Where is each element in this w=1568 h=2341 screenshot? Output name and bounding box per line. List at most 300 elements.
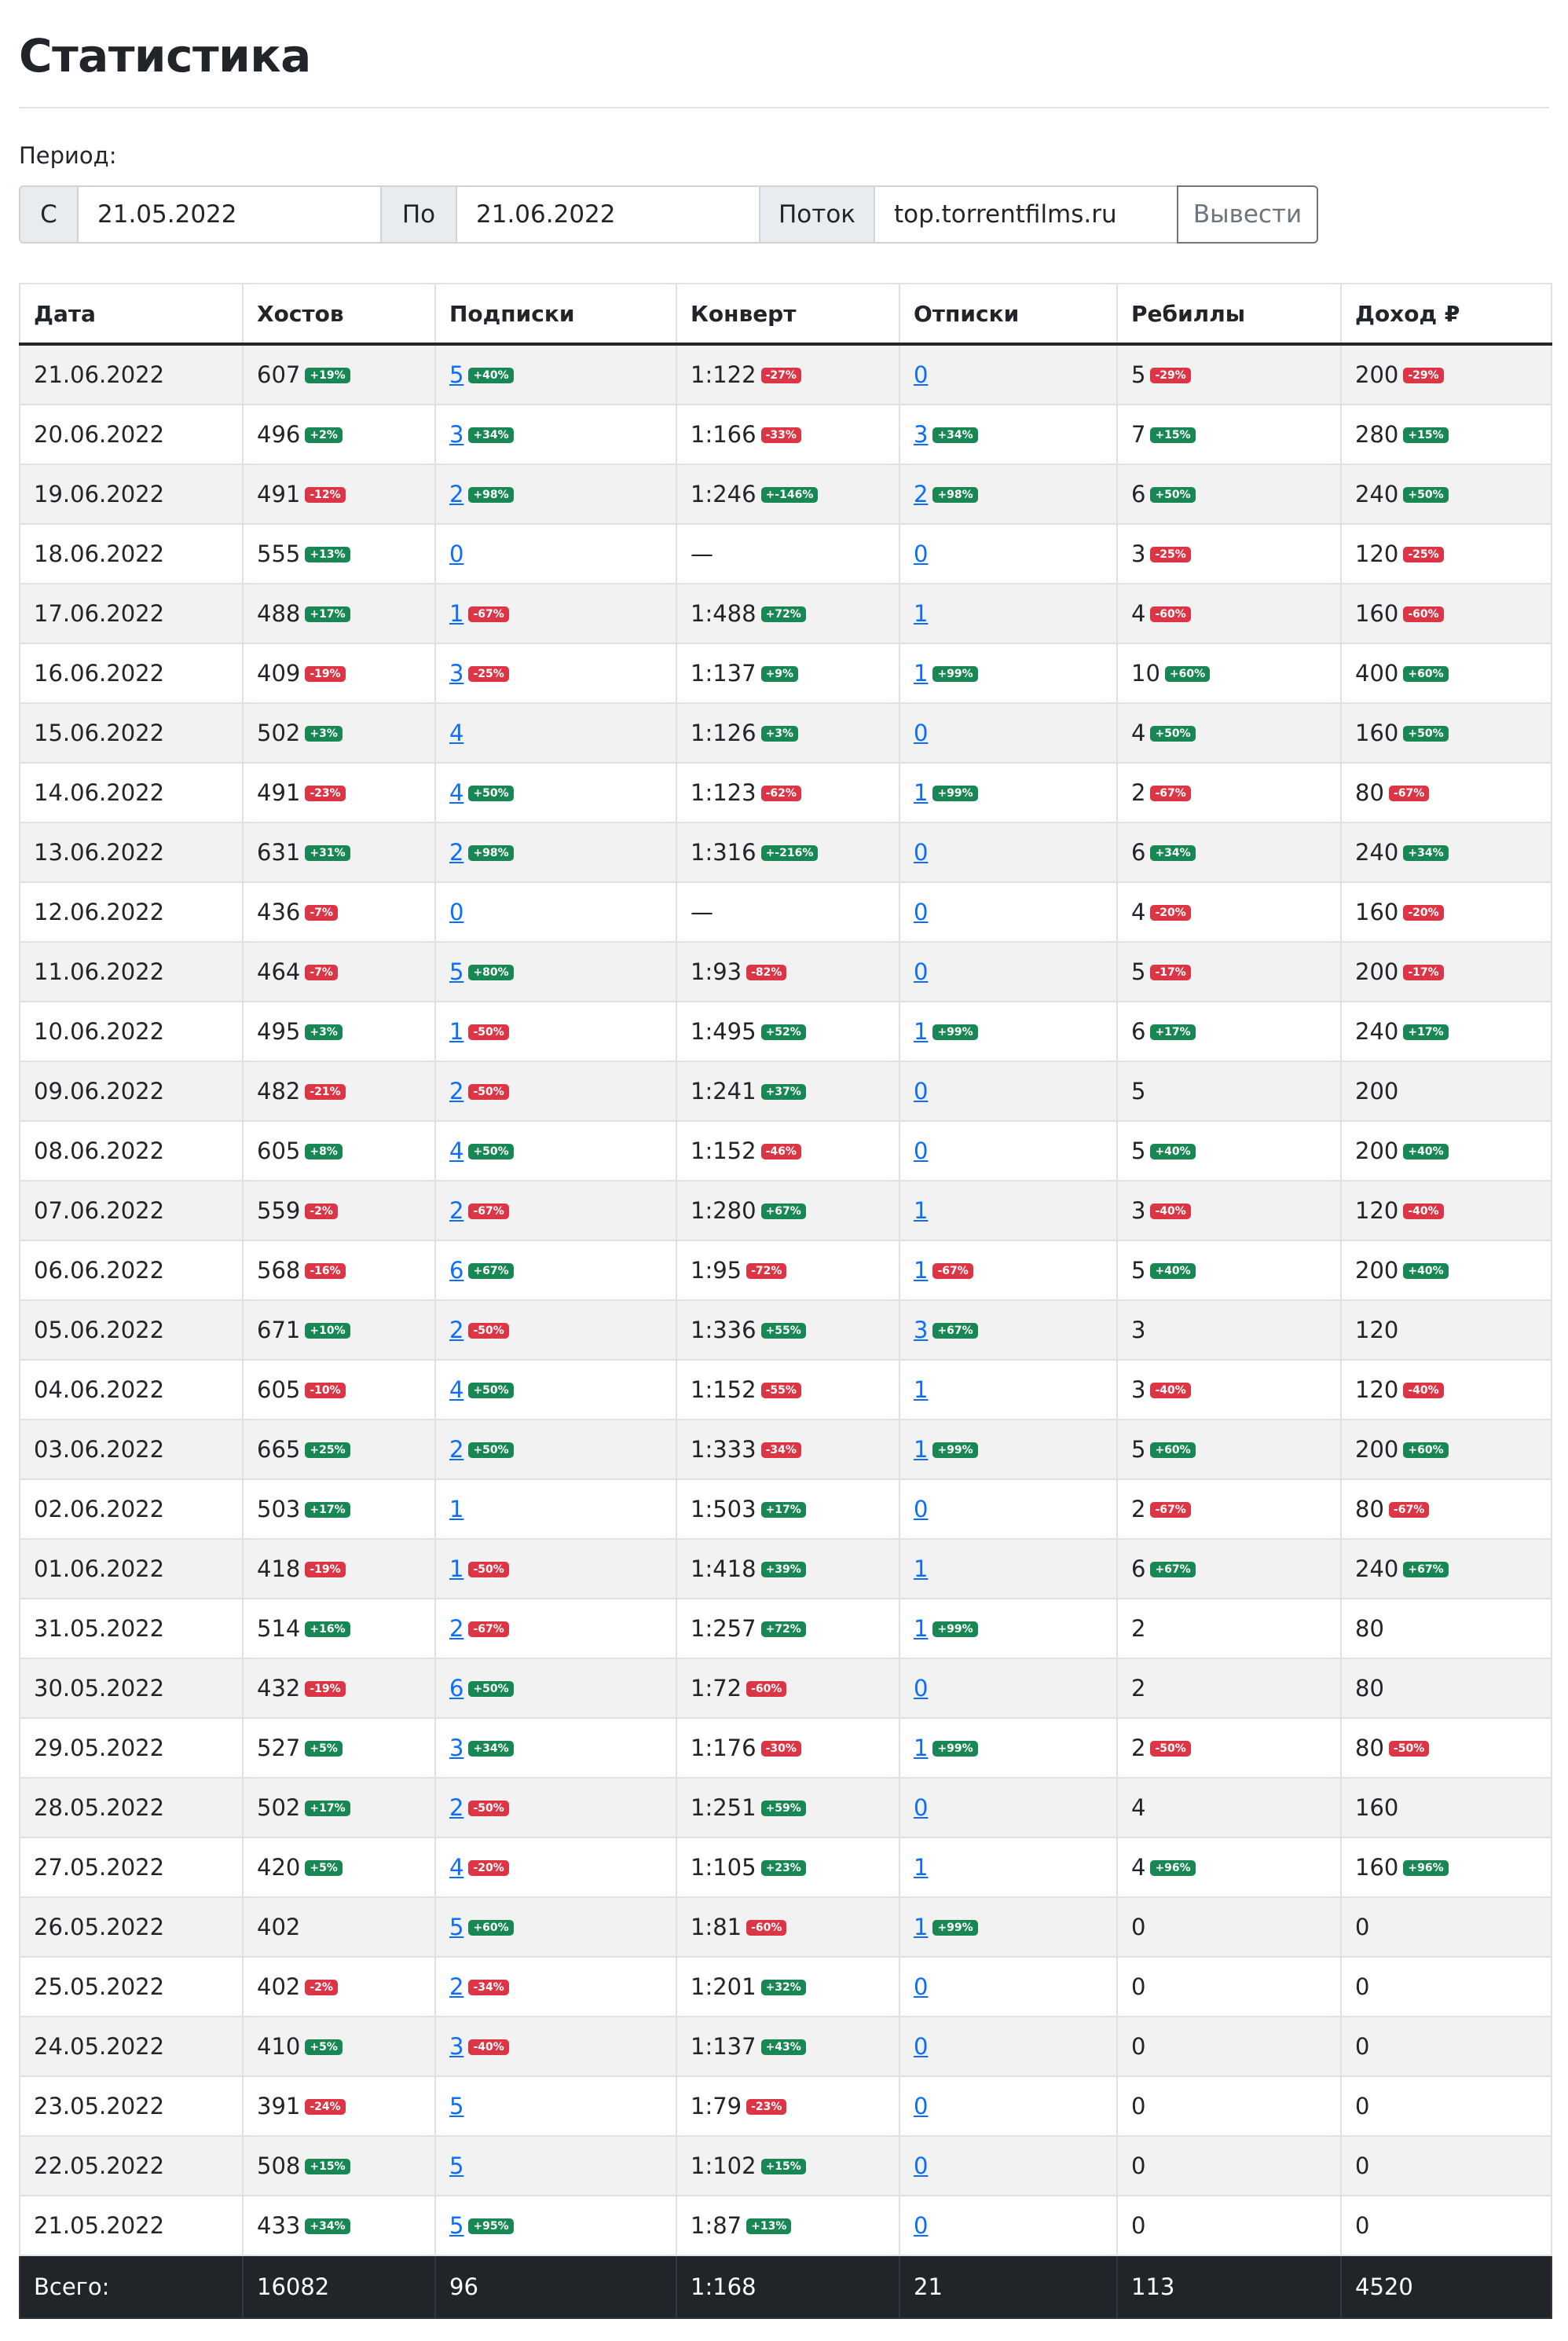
cell-subscriptions-link[interactable]: 5 — [449, 2152, 464, 2179]
cell-income-value: 0 — [1355, 2152, 1370, 2179]
cell-date — [20, 1539, 243, 1599]
cell-unsubscriptions-link[interactable]: 0 — [914, 1078, 929, 1105]
cell-unsubscriptions — [899, 1061, 1117, 1121]
change-badge: +9% — [761, 666, 799, 682]
table-row — [20, 1539, 1552, 1599]
cell-rebills-value: 4 — [1131, 1794, 1146, 1821]
cell-subscriptions-link[interactable]: 4 — [449, 1138, 464, 1164]
cell-hosts — [243, 1240, 435, 1300]
cell-income — [1341, 882, 1552, 942]
cell-subscriptions-link[interactable]: 1 — [449, 1018, 464, 1045]
change-badge: -7% — [305, 905, 338, 921]
table-row — [20, 1420, 1552, 1479]
cell-income-value: 80 — [1355, 1675, 1384, 1702]
cell-date — [20, 584, 243, 643]
cell-conversion — [676, 2017, 899, 2076]
cell-conversion-value: — — [691, 540, 713, 567]
cell-date-value: 11.06.2022 — [34, 958, 165, 985]
cell-unsubscriptions-link[interactable]: 0 — [914, 1794, 929, 1821]
cell-unsubscriptions — [899, 882, 1117, 942]
cell-hosts-value: 514 — [257, 1615, 301, 1642]
cell-subscriptions — [435, 1957, 676, 2017]
cell-unsubscriptions-link[interactable]: 0 — [914, 540, 929, 567]
cell-rebills-value: 3 — [1131, 1317, 1146, 1343]
cell-unsubscriptions — [899, 942, 1117, 1002]
cell-subscriptions-link[interactable]: 0 — [449, 540, 464, 567]
cell-rebills — [1117, 1300, 1341, 1360]
cell-hosts-value: 491 — [257, 481, 301, 507]
cell-unsubscriptions-link[interactable]: 0 — [914, 1973, 929, 2000]
cell-rebills — [1117, 822, 1341, 882]
cell-unsubscriptions-link[interactable]: 1 — [914, 1555, 929, 1582]
change-badge: +50% — [468, 1681, 513, 1697]
cell-date-value: 27.05.2022 — [34, 1854, 165, 1881]
cell-date-value: 05.06.2022 — [34, 1317, 165, 1343]
change-badge: +98% — [932, 487, 977, 503]
cell-conversion-value: 1:137 — [691, 660, 757, 687]
change-badge: +13% — [746, 2218, 791, 2234]
table-row — [20, 2076, 1552, 2136]
table-row — [20, 1837, 1552, 1897]
cell-conversion-value: 1:251 — [691, 1794, 757, 1821]
cell-hosts — [243, 1479, 435, 1539]
cell-rebills — [1117, 1957, 1341, 2017]
cell-conversion — [676, 703, 899, 763]
cell-income-value: 160 — [1355, 720, 1399, 746]
cell-subscriptions-link[interactable]: 6 — [449, 1675, 464, 1702]
cell-unsubscriptions-link[interactable]: 0 — [914, 361, 929, 388]
cell-unsubscriptions-link[interactable]: 3 — [914, 1317, 929, 1343]
cell-conversion-value: 1:105 — [691, 1854, 757, 1881]
cell-unsubscriptions-link[interactable]: 1 — [914, 1018, 929, 1045]
cell-income-value: 0 — [1355, 1973, 1370, 2000]
cell-conversion-value: 1:126 — [691, 720, 757, 746]
cell-date — [20, 1897, 243, 1957]
cell-subscriptions — [435, 942, 676, 1002]
change-badge: -82% — [746, 965, 786, 980]
change-badge: -10% — [305, 1383, 345, 1398]
cell-hosts-value: 502 — [257, 1794, 301, 1821]
cell-conversion — [676, 584, 899, 643]
cell-date — [20, 1181, 243, 1240]
cell-subscriptions-link[interactable]: 1 — [449, 1555, 464, 1582]
cell-conversion-value: 1:316 — [691, 839, 757, 866]
cell-unsubscriptions-link[interactable]: 1 — [914, 1197, 929, 1224]
cell-rebills — [1117, 1718, 1341, 1778]
cell-hosts — [243, 1897, 435, 1957]
cell-subscriptions-link[interactable]: 2 — [449, 481, 464, 507]
page-container — [19, 0, 1549, 2319]
cell-subscriptions-link[interactable]: 6 — [449, 1257, 464, 1284]
cell-rebills — [1117, 1479, 1341, 1539]
cell-subscriptions-link[interactable]: 5 — [449, 2212, 464, 2239]
cell-subscriptions-link[interactable]: 3 — [449, 421, 464, 448]
cell-rebills — [1117, 1420, 1341, 1479]
cell-income-value: 0 — [1355, 1914, 1370, 1940]
change-badge: +67% — [1150, 1562, 1195, 1577]
change-badge: -20% — [468, 1860, 508, 1876]
cell-unsubscriptions — [899, 1897, 1117, 1957]
filter-form — [19, 185, 1549, 244]
change-badge: +3% — [761, 726, 799, 742]
change-badge: -50% — [468, 1801, 508, 1816]
cell-conversion — [676, 1897, 899, 1957]
cell-rebills — [1117, 1240, 1341, 1300]
table-row — [20, 584, 1552, 643]
cell-hosts-value: 418 — [257, 1555, 301, 1582]
cell-hosts-value: 495 — [257, 1018, 301, 1045]
table-row — [20, 1300, 1552, 1360]
cell-conversion — [676, 464, 899, 524]
change-badge: +99% — [932, 1442, 977, 1458]
cell-conversion — [676, 822, 899, 882]
cell-subscriptions-link[interactable]: 5 — [449, 958, 464, 985]
cell-hosts-value: 420 — [257, 1854, 301, 1881]
cell-subscriptions-link[interactable]: 2 — [449, 1436, 464, 1463]
table-row — [20, 1360, 1552, 1420]
change-badge: -67% — [1389, 786, 1429, 801]
cell-unsubscriptions-link[interactable]: 0 — [914, 1496, 929, 1522]
cell-conversion-value: 1:72 — [691, 1675, 742, 1702]
change-badge: +34% — [1150, 845, 1195, 861]
change-badge: +23% — [761, 1860, 806, 1876]
cell-unsubscriptions-link[interactable]: 1 — [914, 1257, 929, 1284]
column-header-hosts[interactable]: Хостов — [243, 284, 435, 344]
column-header-conversion[interactable]: Конверт — [676, 284, 899, 344]
cell-subscriptions-link[interactable]: 2 — [449, 1973, 464, 2000]
change-badge: +32% — [761, 1980, 806, 1995]
cell-income — [1341, 763, 1552, 822]
cell-date-value: 21.05.2022 — [34, 2212, 165, 2239]
change-badge: +5% — [305, 2039, 343, 2055]
cell-date — [20, 1002, 243, 1061]
change-badge: -67% — [1150, 1502, 1190, 1518]
cell-date-value: 19.06.2022 — [34, 481, 165, 507]
cell-unsubscriptions — [899, 1539, 1117, 1599]
cell-unsubscriptions-link[interactable]: 1 — [914, 779, 929, 806]
cell-income-value: 240 — [1355, 1555, 1399, 1582]
column-header-unsubscriptions[interactable]: Отписки — [899, 284, 1117, 344]
cell-subscriptions-link[interactable]: 4 — [449, 779, 464, 806]
change-badge: +3% — [305, 1024, 343, 1040]
cell-subscriptions-link[interactable]: 3 — [449, 2033, 464, 2060]
stats-table — [19, 283, 1552, 2319]
cell-date-value: 14.06.2022 — [34, 779, 165, 806]
cell-unsubscriptions-link[interactable]: 0 — [914, 958, 929, 985]
cell-unsubscriptions — [899, 1300, 1117, 1360]
cell-income-value: 120 — [1355, 1376, 1399, 1403]
submit-button[interactable]: Вывести — [1177, 185, 1318, 244]
cell-subscriptions-link[interactable]: 5 — [449, 361, 464, 388]
cell-unsubscriptions — [899, 1957, 1117, 2017]
cell-conversion-value: 1:123 — [691, 779, 757, 806]
cell-subscriptions — [435, 822, 676, 882]
cell-date — [20, 822, 243, 882]
change-badge: +17% — [305, 1801, 350, 1816]
cell-unsubscriptions-link[interactable]: 1 — [914, 1914, 929, 1940]
cell-subscriptions-link[interactable]: 0 — [449, 899, 464, 925]
cell-unsubscriptions — [899, 405, 1117, 464]
cell-subscriptions-link[interactable]: 2 — [449, 839, 464, 866]
cell-subscriptions — [435, 524, 676, 584]
change-badge: -17% — [1150, 965, 1190, 980]
table-row — [20, 822, 1552, 882]
cell-rebills — [1117, 763, 1341, 822]
cell-conversion — [676, 1837, 899, 1897]
cell-rebills-value: 6 — [1131, 481, 1146, 507]
cell-rebills — [1117, 1360, 1341, 1420]
cell-unsubscriptions-link[interactable]: 1 — [914, 1615, 929, 1642]
cell-date — [20, 1420, 243, 1479]
change-badge: -46% — [761, 1144, 801, 1160]
cell-date-value: 09.06.2022 — [34, 1078, 165, 1105]
cell-conversion-value: 1:246 — [691, 481, 757, 507]
change-badge: -60% — [1403, 606, 1443, 622]
cell-subscriptions-link[interactable]: 2 — [449, 1794, 464, 1821]
cell-unsubscriptions — [899, 1479, 1117, 1539]
cell-date — [20, 524, 243, 584]
cell-unsubscriptions-link[interactable]: 1 — [914, 1376, 929, 1403]
cell-date-value: 29.05.2022 — [34, 1735, 165, 1761]
cell-subscriptions-link[interactable]: 2 — [449, 1197, 464, 1224]
cell-date — [20, 2196, 243, 2255]
change-badge: -33% — [761, 427, 801, 443]
cell-conversion — [676, 1599, 899, 1658]
change-badge: +3% — [305, 726, 343, 742]
cell-date-value: 26.05.2022 — [34, 1914, 165, 1940]
cell-unsubscriptions-link[interactable]: 0 — [914, 2093, 929, 2119]
cell-date-value: 17.06.2022 — [34, 600, 165, 627]
table-row — [20, 1181, 1552, 1240]
cell-unsubscriptions-link[interactable]: 0 — [914, 1138, 929, 1164]
cell-date — [20, 1479, 243, 1539]
change-badge: -55% — [761, 1383, 801, 1398]
change-badge: +15% — [305, 2159, 350, 2174]
change-badge: +34% — [305, 2218, 350, 2234]
change-badge: -25% — [1403, 547, 1443, 562]
change-badge: +2% — [305, 427, 343, 443]
cell-unsubscriptions-link[interactable]: 0 — [914, 2212, 929, 2239]
cell-income-value: 240 — [1355, 839, 1399, 866]
column-header-subscriptions[interactable]: Подписки — [435, 284, 676, 344]
cell-unsubscriptions-link[interactable]: 3 — [914, 421, 929, 448]
cell-income-value: 80 — [1355, 1735, 1384, 1761]
cell-conversion-value: — — [691, 899, 713, 925]
cell-hosts-value: 605 — [257, 1376, 301, 1403]
cell-rebills-value: 5 — [1131, 958, 1146, 985]
cell-date-value: 08.06.2022 — [34, 1138, 165, 1164]
cell-conversion-value: 1:122 — [691, 361, 757, 388]
change-badge: +98% — [468, 845, 513, 861]
cell-conversion — [676, 1778, 899, 1837]
cell-date-value: 24.05.2022 — [34, 2033, 165, 2060]
cell-unsubscriptions-link[interactable]: 0 — [914, 2033, 929, 2060]
change-badge: +13% — [305, 547, 350, 562]
cell-subscriptions — [435, 1121, 676, 1181]
cell-income — [1341, 703, 1552, 763]
change-badge: +50% — [468, 1383, 513, 1398]
cell-unsubscriptions-link[interactable]: 1 — [914, 1436, 929, 1463]
cell-income — [1341, 1360, 1552, 1420]
cell-date — [20, 1599, 243, 1658]
cell-hosts — [243, 942, 435, 1002]
change-badge: +99% — [932, 1920, 977, 1936]
cell-income-value: 200 — [1355, 1078, 1399, 1105]
change-badge: +8% — [305, 1144, 343, 1160]
cell-unsubscriptions-link[interactable]: 0 — [914, 720, 929, 746]
cell-unsubscriptions-link[interactable]: 0 — [914, 899, 929, 925]
cell-income-value: 0 — [1355, 2212, 1370, 2239]
change-badge: +55% — [761, 1323, 806, 1339]
cell-date — [20, 763, 243, 822]
cell-subscriptions-link[interactable]: 3 — [449, 1735, 464, 1761]
cell-hosts-value: 410 — [257, 2033, 301, 2060]
change-badge: +95% — [468, 2218, 513, 2234]
cell-conversion-value: 1:79 — [691, 2093, 742, 2119]
cell-conversion-value: 1:166 — [691, 421, 757, 448]
cell-conversion — [676, 1002, 899, 1061]
cell-income-value: 0 — [1355, 2033, 1370, 2060]
change-badge: -40% — [1150, 1383, 1190, 1398]
cell-subscriptions-link[interactable]: 1 — [449, 600, 464, 627]
change-badge: +72% — [761, 606, 806, 622]
cell-unsubscriptions-link[interactable]: 0 — [914, 1675, 929, 1702]
change-badge: +15% — [1403, 427, 1448, 443]
cell-hosts — [243, 703, 435, 763]
cell-conversion — [676, 2196, 899, 2255]
change-badge: +-216% — [761, 845, 819, 861]
change-badge: -34% — [761, 1442, 801, 1458]
cell-subscriptions — [435, 584, 676, 643]
cell-date — [20, 405, 243, 464]
cell-unsubscriptions-link[interactable]: 1 — [914, 1735, 929, 1761]
cell-rebills — [1117, 1061, 1341, 1121]
cell-hosts — [243, 1420, 435, 1479]
cell-rebills — [1117, 1002, 1341, 1061]
cell-date-value: 18.06.2022 — [34, 540, 165, 567]
totals-row — [20, 2255, 1552, 2318]
cell-unsubscriptions — [899, 1121, 1117, 1181]
column-header-date[interactable]: Дата — [20, 284, 243, 344]
change-badge: +99% — [932, 1621, 977, 1637]
table-row — [20, 763, 1552, 822]
cell-subscriptions-link[interactable]: 1 — [449, 1496, 464, 1522]
cell-unsubscriptions-link[interactable]: 0 — [914, 839, 929, 866]
cell-rebills — [1117, 1121, 1341, 1181]
cell-subscriptions-link[interactable]: 4 — [449, 1376, 464, 1403]
cell-hosts-value: 436 — [257, 899, 301, 925]
change-badge: +60% — [1403, 666, 1448, 682]
cell-income — [1341, 405, 1552, 464]
change-badge: +10% — [305, 1323, 350, 1339]
cell-subscriptions-link[interactable]: 2 — [449, 1078, 464, 1105]
cell-unsubscriptions-link[interactable]: 1 — [914, 600, 929, 627]
cell-unsubscriptions — [899, 464, 1117, 524]
table-row — [20, 464, 1552, 524]
totals-unsubscriptions: 21 — [899, 2255, 1117, 2318]
cell-date-value: 12.06.2022 — [34, 899, 165, 925]
table-row — [20, 942, 1552, 1002]
change-badge: +50% — [1403, 487, 1448, 503]
cell-unsubscriptions — [899, 1599, 1117, 1658]
cell-unsubscriptions-link[interactable]: 1 — [914, 1854, 929, 1881]
cell-rebills — [1117, 1658, 1341, 1718]
cell-unsubscriptions-link[interactable]: 2 — [914, 481, 929, 507]
from-label: С — [19, 185, 79, 244]
change-badge: -60% — [746, 1681, 786, 1697]
cell-hosts-value: 402 — [257, 1914, 301, 1940]
cell-subscriptions-link[interactable]: 4 — [449, 1854, 464, 1881]
change-badge: -20% — [1403, 905, 1443, 921]
cell-subscriptions — [435, 1837, 676, 1897]
cell-conversion — [676, 1360, 899, 1420]
cell-rebills-value: 0 — [1131, 2212, 1146, 2239]
to-date-input[interactable]: 21.06.2022 — [457, 185, 760, 244]
cell-subscriptions-link[interactable]: 2 — [449, 1615, 464, 1642]
cell-date — [20, 1957, 243, 2017]
change-badge: +31% — [305, 845, 350, 861]
cell-subscriptions-link[interactable]: 2 — [449, 1317, 464, 1343]
cell-subscriptions-link[interactable]: 5 — [449, 1914, 464, 1940]
column-header-income[interactable]: Доход ₽ — [1341, 284, 1552, 344]
cell-date — [20, 2076, 243, 2136]
stream-input[interactable]: top.torrentfilms.ru — [875, 185, 1178, 244]
cell-income-value: 120 — [1355, 1317, 1399, 1343]
cell-hosts — [243, 1658, 435, 1718]
cell-conversion — [676, 2136, 899, 2196]
cell-income — [1341, 2136, 1552, 2196]
cell-date-value: 28.05.2022 — [34, 1794, 165, 1821]
change-badge: +50% — [1150, 726, 1195, 742]
cell-rebills — [1117, 2196, 1341, 2255]
change-badge: +5% — [305, 1741, 343, 1757]
cell-rebills — [1117, 1599, 1341, 1658]
change-badge: +60% — [468, 1920, 513, 1936]
period-label: Период: — [19, 142, 117, 169]
column-header-rebills[interactable]: Ребиллы — [1117, 284, 1341, 344]
cell-conversion-value: 1:176 — [691, 1735, 757, 1761]
cell-conversion-value: 1:93 — [691, 958, 742, 985]
cell-rebills — [1117, 703, 1341, 763]
cell-rebills — [1117, 1778, 1341, 1837]
cell-unsubscriptions-link[interactable]: 1 — [914, 660, 929, 687]
cell-conversion — [676, 1718, 899, 1778]
change-badge: -25% — [1150, 547, 1190, 562]
cell-subscriptions-link[interactable]: 3 — [449, 660, 464, 687]
cell-income — [1341, 1300, 1552, 1360]
cell-subscriptions-link[interactable]: 5 — [449, 2093, 464, 2119]
cell-subscriptions — [435, 1002, 676, 1061]
change-badge: +99% — [932, 786, 977, 801]
cell-hosts — [243, 1778, 435, 1837]
cell-hosts — [243, 1539, 435, 1599]
cell-subscriptions — [435, 1181, 676, 1240]
cell-conversion — [676, 942, 899, 1002]
from-date-input[interactable]: 21.05.2022 — [79, 185, 382, 244]
cell-rebills-value: 2 — [1131, 1615, 1146, 1642]
cell-unsubscriptions-link[interactable]: 0 — [914, 2152, 929, 2179]
cell-rebills-value: 2 — [1131, 1735, 1146, 1761]
cell-date — [20, 703, 243, 763]
cell-conversion-value: 1:280 — [691, 1197, 757, 1224]
cell-subscriptions-link[interactable]: 4 — [449, 720, 464, 746]
cell-date — [20, 1658, 243, 1718]
cell-hosts-value: 671 — [257, 1317, 301, 1343]
change-badge: +40% — [468, 368, 513, 383]
cell-hosts-value: 527 — [257, 1735, 301, 1761]
cell-conversion — [676, 1957, 899, 2017]
cell-hosts — [243, 344, 435, 405]
